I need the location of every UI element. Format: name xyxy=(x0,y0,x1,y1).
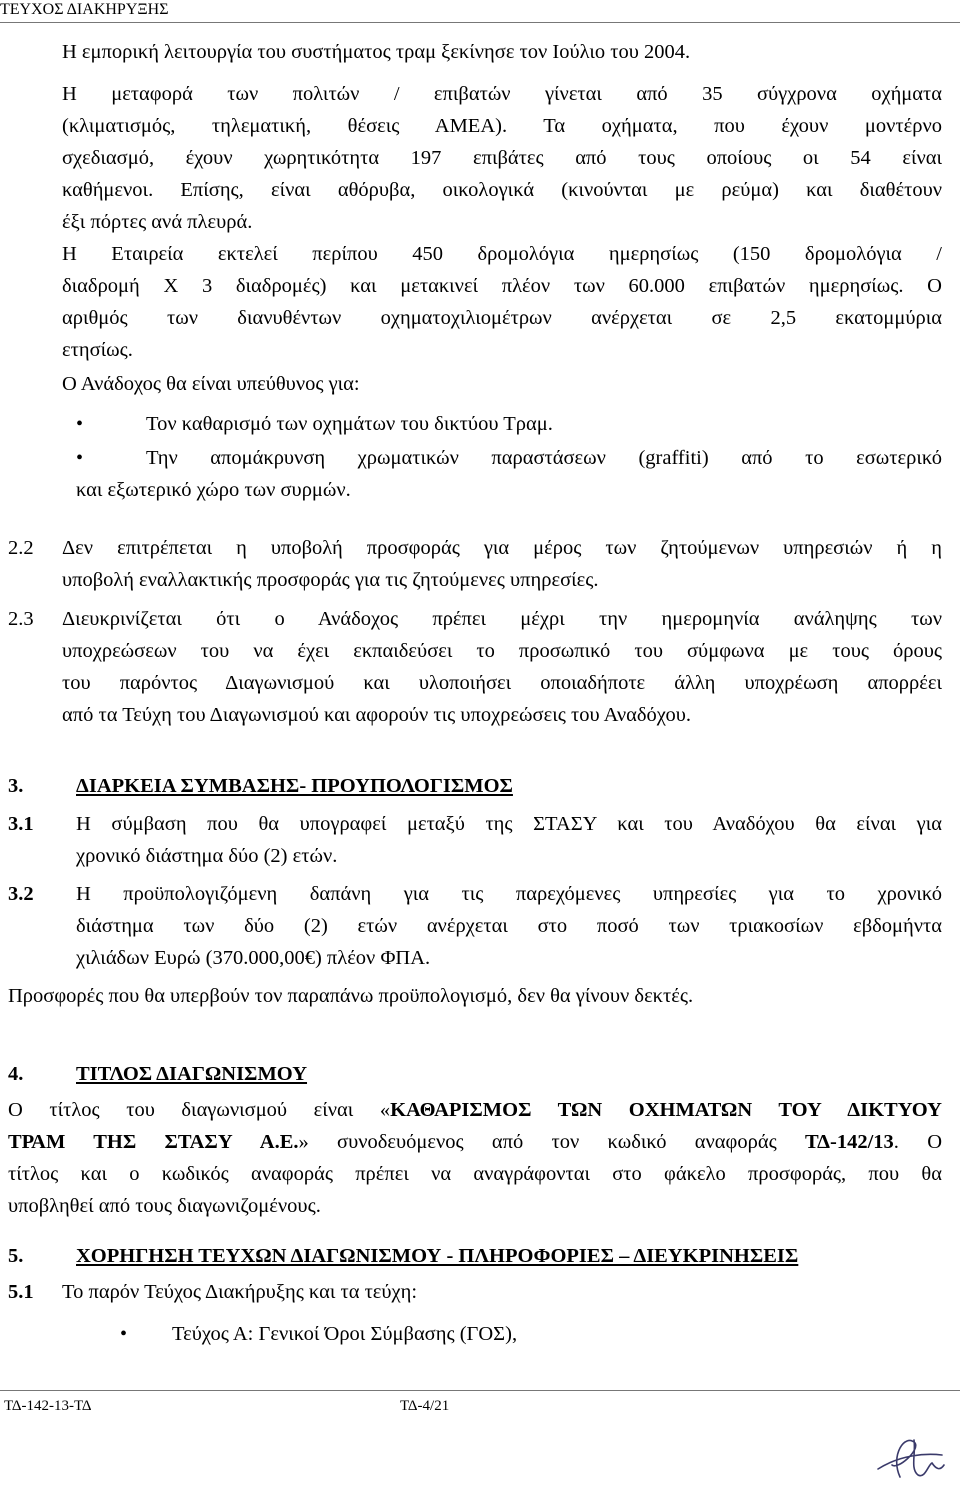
section-number-4: 4. xyxy=(8,1063,24,1085)
section-number-3-1: 3.1 xyxy=(8,813,34,835)
section-3-2-text: Η προϋπολογιζόμενη δαπάνη για τις παρεχόμενες υπηρεσίες για το χρονικό διάστημα των δύο (2) ετών ανέρχεται στο ποσό των τριακοσίων εβδομήντα χιλιάδων Ευρώ (370.000,00€) πλέον ΦΠΑ. xyxy=(76,883,942,969)
budget-note: Προσφορές που θα υπερβούν τον παραπάνω προϋπολογισμό, δεν θα γίνουν δεκτές. xyxy=(8,985,694,1007)
section-number-5: 5. xyxy=(8,1245,24,1267)
section-5-title: ΧΟΡΗΓΗΣΗ ΤΕΥΧΩΝ ΔΙΑΓΩΝΙΣΜΟΥ - ΠΛΗΡΟΦΟΡΙΕΣ – ΔΙΕΥΚΡΙΝΗΣΕΙΣ xyxy=(76,1245,799,1267)
running-header: ΤΕΥΧΟΣ ΔΙΑΚΗΡΥΞΗΣ xyxy=(0,1,169,18)
bullet-graffiti: Την απομάκρυνση χρωματικών παραστάσεων (graffiti) από το εσωτερικό xyxy=(146,447,942,469)
footer-code: ΤΔ-142-13-ΤΔ xyxy=(4,1398,92,1414)
section-3-1-text: Η σύμβαση που θα υπογραφεί μεταξύ της ΣΤΑΣΥ και του Αναδόχου θα είναι για χρονικό διάστημα δύο (2) ετών. xyxy=(76,813,942,867)
signature-mark xyxy=(870,1425,950,1485)
paragraph-contractor: Ο Ανάδοχος θα είναι υπεύθυνος για: xyxy=(62,373,360,395)
bullet-teuxos-a: Τεύχος Α: Γενικοί Όροι Σύμβασης (ΓΟΣ), xyxy=(172,1323,518,1345)
section-5-1-text: Το παρόν Τεύχος Διακήρυξης και τα τεύχη: xyxy=(62,1281,418,1303)
section-3-title: ΔΙΑΡΚΕΙΑ ΣΥΜΒΑΣΗΣ- ΠΡΟΥΠΟΛΟΓΙΣΜΟΣ xyxy=(76,775,513,797)
paragraph-launch: Η εμπορική λειτουργία του συστήματος τραμ ξεκίνησε τον Ιούλιο του 2004. xyxy=(62,41,691,63)
section-number-5-1: 5.1 xyxy=(8,1281,34,1303)
paragraph-routes: Η Εταιρεία εκτελεί περίπου 450 δρομολόγια ημερησίως (150 δρομολόγια / διαδρομή Χ 3 διαδρομές) και μετακινεί πλέον των 60.000 επιβατών ημερησίως. Ο αριθμός των διανυθέντων οχηματοχιλιομέτρων ανέρχεται σε 2,5 εκατομμύρια ετησίως. xyxy=(62,243,942,361)
bullet-cleaning: Τον καθαρισμό των οχημάτων του δικτύου Τραμ. xyxy=(146,413,553,435)
section-4-title: ΤΙΤΛΟΣ ΔΙΑΓΩΝΙΣΜΟΥ xyxy=(76,1063,308,1085)
section-number-2-2: 2.2 xyxy=(8,537,34,559)
paragraph-fleet: Η μεταφορά των πολιτών / επιβατών γίνεται από 35 σύγχρονα οχήματα (κλιματισμός, τηλεματική, θέσεις ΑΜΕΑ). Τα οχήματα, που έχουν μοντέρνο σχεδιασμό, έχουν χωρητικότητα 197 επιβάτες από τους οποίους οι 54 είναι καθήμενοι. Επίσης, είναι αθόρυβα, οικολογικά (κινούνται με ρεύμα) και διαθέτουν έξι πόρτες ανά πλευρά. xyxy=(62,83,942,233)
footer-page-number: ΤΔ-4/21 xyxy=(400,1398,450,1414)
footer-divider xyxy=(0,1390,960,1391)
section-2-3-text: Διευκρινίζεται ότι ο Ανάδοχος πρέπει μέχρι την ημερομηνία ανάληψης των υποχρεώσεων του να έχει εκπαιδεύσει το προσωπικό του σύμφωνα με τους όρους του παρόντος Διαγωνισμού και υλοποιήσει οποιαδήποτε άλλη υποχρέωση απορρέει από τα Τεύχη του Διαγωνισμού και αφορούν τις υποχρεώσεις του Αναδόχου. xyxy=(62,608,942,726)
header-divider xyxy=(0,22,960,23)
section-number-2-3: 2.3 xyxy=(8,608,34,630)
bullet-marker: • xyxy=(120,1323,128,1345)
section-2-2-text: Δεν επιτρέπεται η υποβολή προσφοράς για μέρος των ζητούμενων υπηρεσιών ή η υποβολή εναλλακτικής προσφοράς για τις ζητούμενες υπηρεσίες. xyxy=(62,537,942,591)
section-number-3: 3. xyxy=(8,775,24,797)
bullet-marker: • xyxy=(76,447,84,469)
section-number-3-2: 3.2 xyxy=(8,883,34,905)
bullet-marker: • xyxy=(76,413,84,435)
section-4-text: Ο τίτλος του διαγωνισμού είναι «ΚΑΘΑΡΙΣΜΟΣ ΤΩΝ ΟΧΗΜΑΤΩΝ ΤΟΥ ΔΙΚΤΥΟΥ ΤΡΑΜ ΤΗΣ ΣΤΑΣΥ Α.Ε.» συνοδευόμενος από τον κωδικό αναφοράς ΤΔ-142/13. Ο τίτλος και ο κωδικός αναφοράς πρέπει να αναγράφονται στο φάκελο προσφοράς, που θα υποβληθεί από τους διαγωνιζομένους. xyxy=(8,1099,942,1217)
bullet-graffiti-cont: και εξωτερικό χώρο των συρμών. xyxy=(76,479,351,501)
